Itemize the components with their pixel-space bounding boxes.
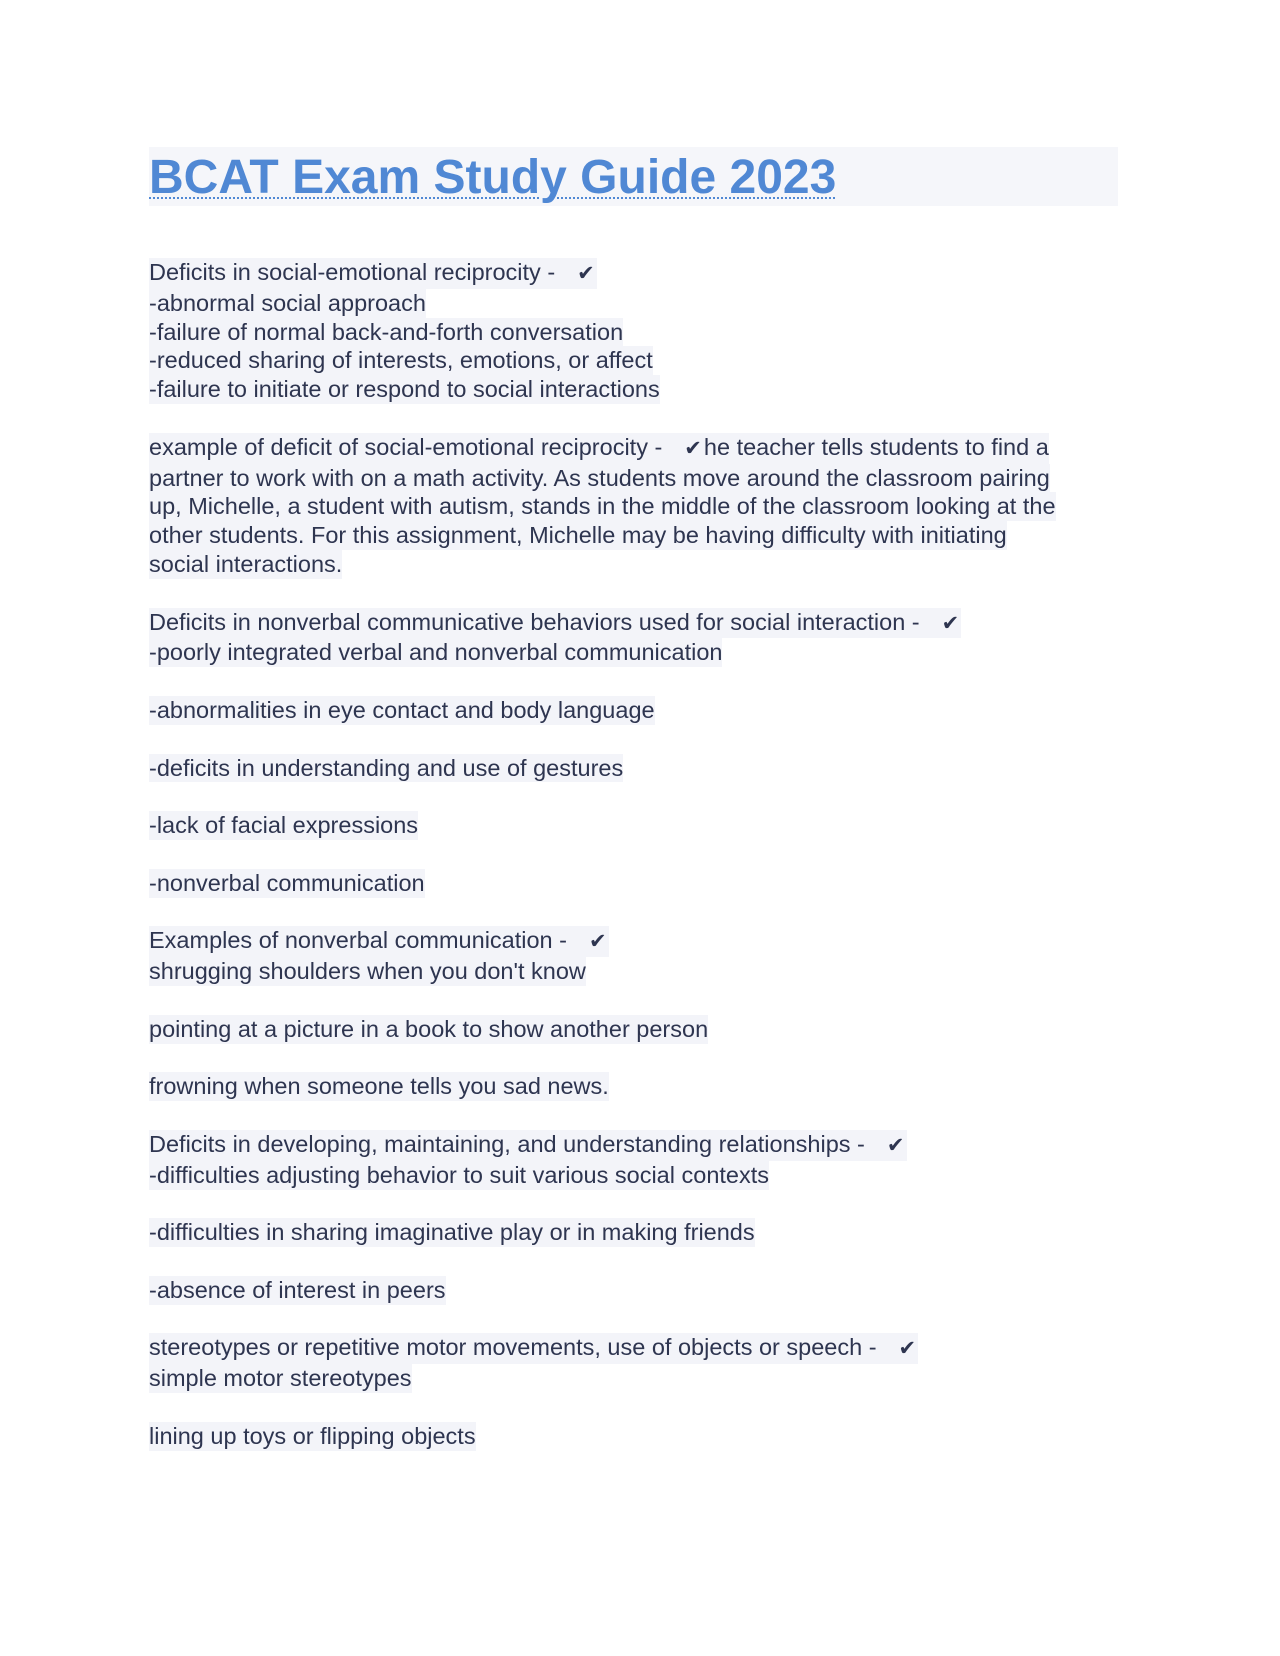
flashcard-block: [149, 1333, 1119, 1393]
question-line: [149, 1130, 907, 1161]
answer-paragraph: [149, 869, 1119, 898]
answer-paragraph: [149, 1015, 1119, 1044]
answer-line: lining up toys or flipping objects: [149, 1422, 476, 1449]
answer-paragraph: [149, 1072, 1119, 1101]
answer-line: -nonverbal communication: [149, 869, 425, 896]
answer-line: social interactions.: [149, 550, 343, 577]
question-line: [149, 433, 1049, 464]
answer-paragraph: [149, 696, 1119, 725]
answer-line: pointing at a picture in a book to show another person: [149, 1015, 709, 1042]
answer-line: -deficits in understanding and use of gestures: [149, 754, 624, 781]
question-text: Deficits in social-emotional reciprocity -: [149, 259, 556, 285]
answer-line: -abnormal social approach: [149, 289, 426, 316]
question-line: [149, 926, 609, 957]
answer-paragraph: [149, 1276, 1119, 1305]
answer-line: up, Michelle, a student with autism, stands in the middle of the classroom looking at the: [149, 493, 1056, 520]
question-text: example of deficit of social-emotional reciprocity -: [149, 433, 663, 460]
flashcard-block: [149, 258, 1119, 404]
flashcard-block: [149, 433, 1119, 579]
answer-line: -difficulties in sharing imaginative play or in making friends: [149, 1219, 755, 1246]
answer-text: he teacher tells students to find a: [703, 433, 1049, 460]
answer-line: -lack of facial expressions: [149, 812, 419, 839]
answer-line: -reduced sharing of interests, emotions, or affect: [149, 347, 653, 374]
flashcard-block: [149, 608, 1119, 668]
question-text: Examples of nonverbal communication -: [149, 927, 567, 954]
checkmark-icon: ✔: [588, 930, 607, 954]
answer-line: other students. For this assignment, Michelle may be having difficulty with initiating: [149, 522, 1007, 549]
answer-paragraph: [149, 811, 1119, 840]
question-line: [149, 608, 961, 639]
answer-line: partner to work with on a math activity. As students move around the classroom pairing: [149, 464, 1050, 491]
answer-line: -failure of normal back-and-forth conversation: [149, 318, 624, 345]
checkmark-icon: ✔: [898, 1337, 917, 1361]
document-body: [149, 258, 1119, 1479]
answer-line: frowning when someone tells you sad news.: [149, 1073, 609, 1100]
flashcard-block: [149, 926, 1119, 986]
question-line: [149, 258, 597, 289]
checkmark-icon: ✔: [941, 611, 960, 635]
checkmark-icon: ✔: [684, 436, 702, 460]
answer-line: -poorly integrated verbal and nonverbal communication: [149, 639, 723, 666]
question-text: stereotypes or repetitive motor movements, use of objects or speech -: [149, 1334, 877, 1361]
flashcard-block: [149, 1130, 1119, 1190]
question-line: [149, 1333, 918, 1364]
answer-paragraph: [149, 754, 1119, 783]
checkmark-icon: ✔: [577, 262, 595, 285]
answer-paragraph: [149, 1218, 1119, 1247]
document-title[interactable]: BCAT Exam Study Guide 2023: [149, 151, 837, 204]
answer-line: simple motor stereotypes: [149, 1365, 412, 1392]
checkmark-icon: ✔: [886, 1133, 905, 1157]
answer-line: -absence of interest in peers: [149, 1276, 446, 1303]
answer-line: -failure to initiate or respond to social interactions: [149, 376, 660, 403]
question-text: Deficits in developing, maintaining, and understanding relationships -: [149, 1130, 865, 1157]
question-text: Deficits in nonverbal communicative behaviors used for social interaction -: [149, 608, 920, 635]
answer-line: shrugging shoulders when you don't know: [149, 958, 586, 985]
answer-line: -abnormalities in eye contact and body language: [149, 696, 655, 723]
answer-line: -difficulties adjusting behavior to suit various social contexts: [149, 1161, 770, 1188]
answer-paragraph: [149, 1422, 1119, 1451]
